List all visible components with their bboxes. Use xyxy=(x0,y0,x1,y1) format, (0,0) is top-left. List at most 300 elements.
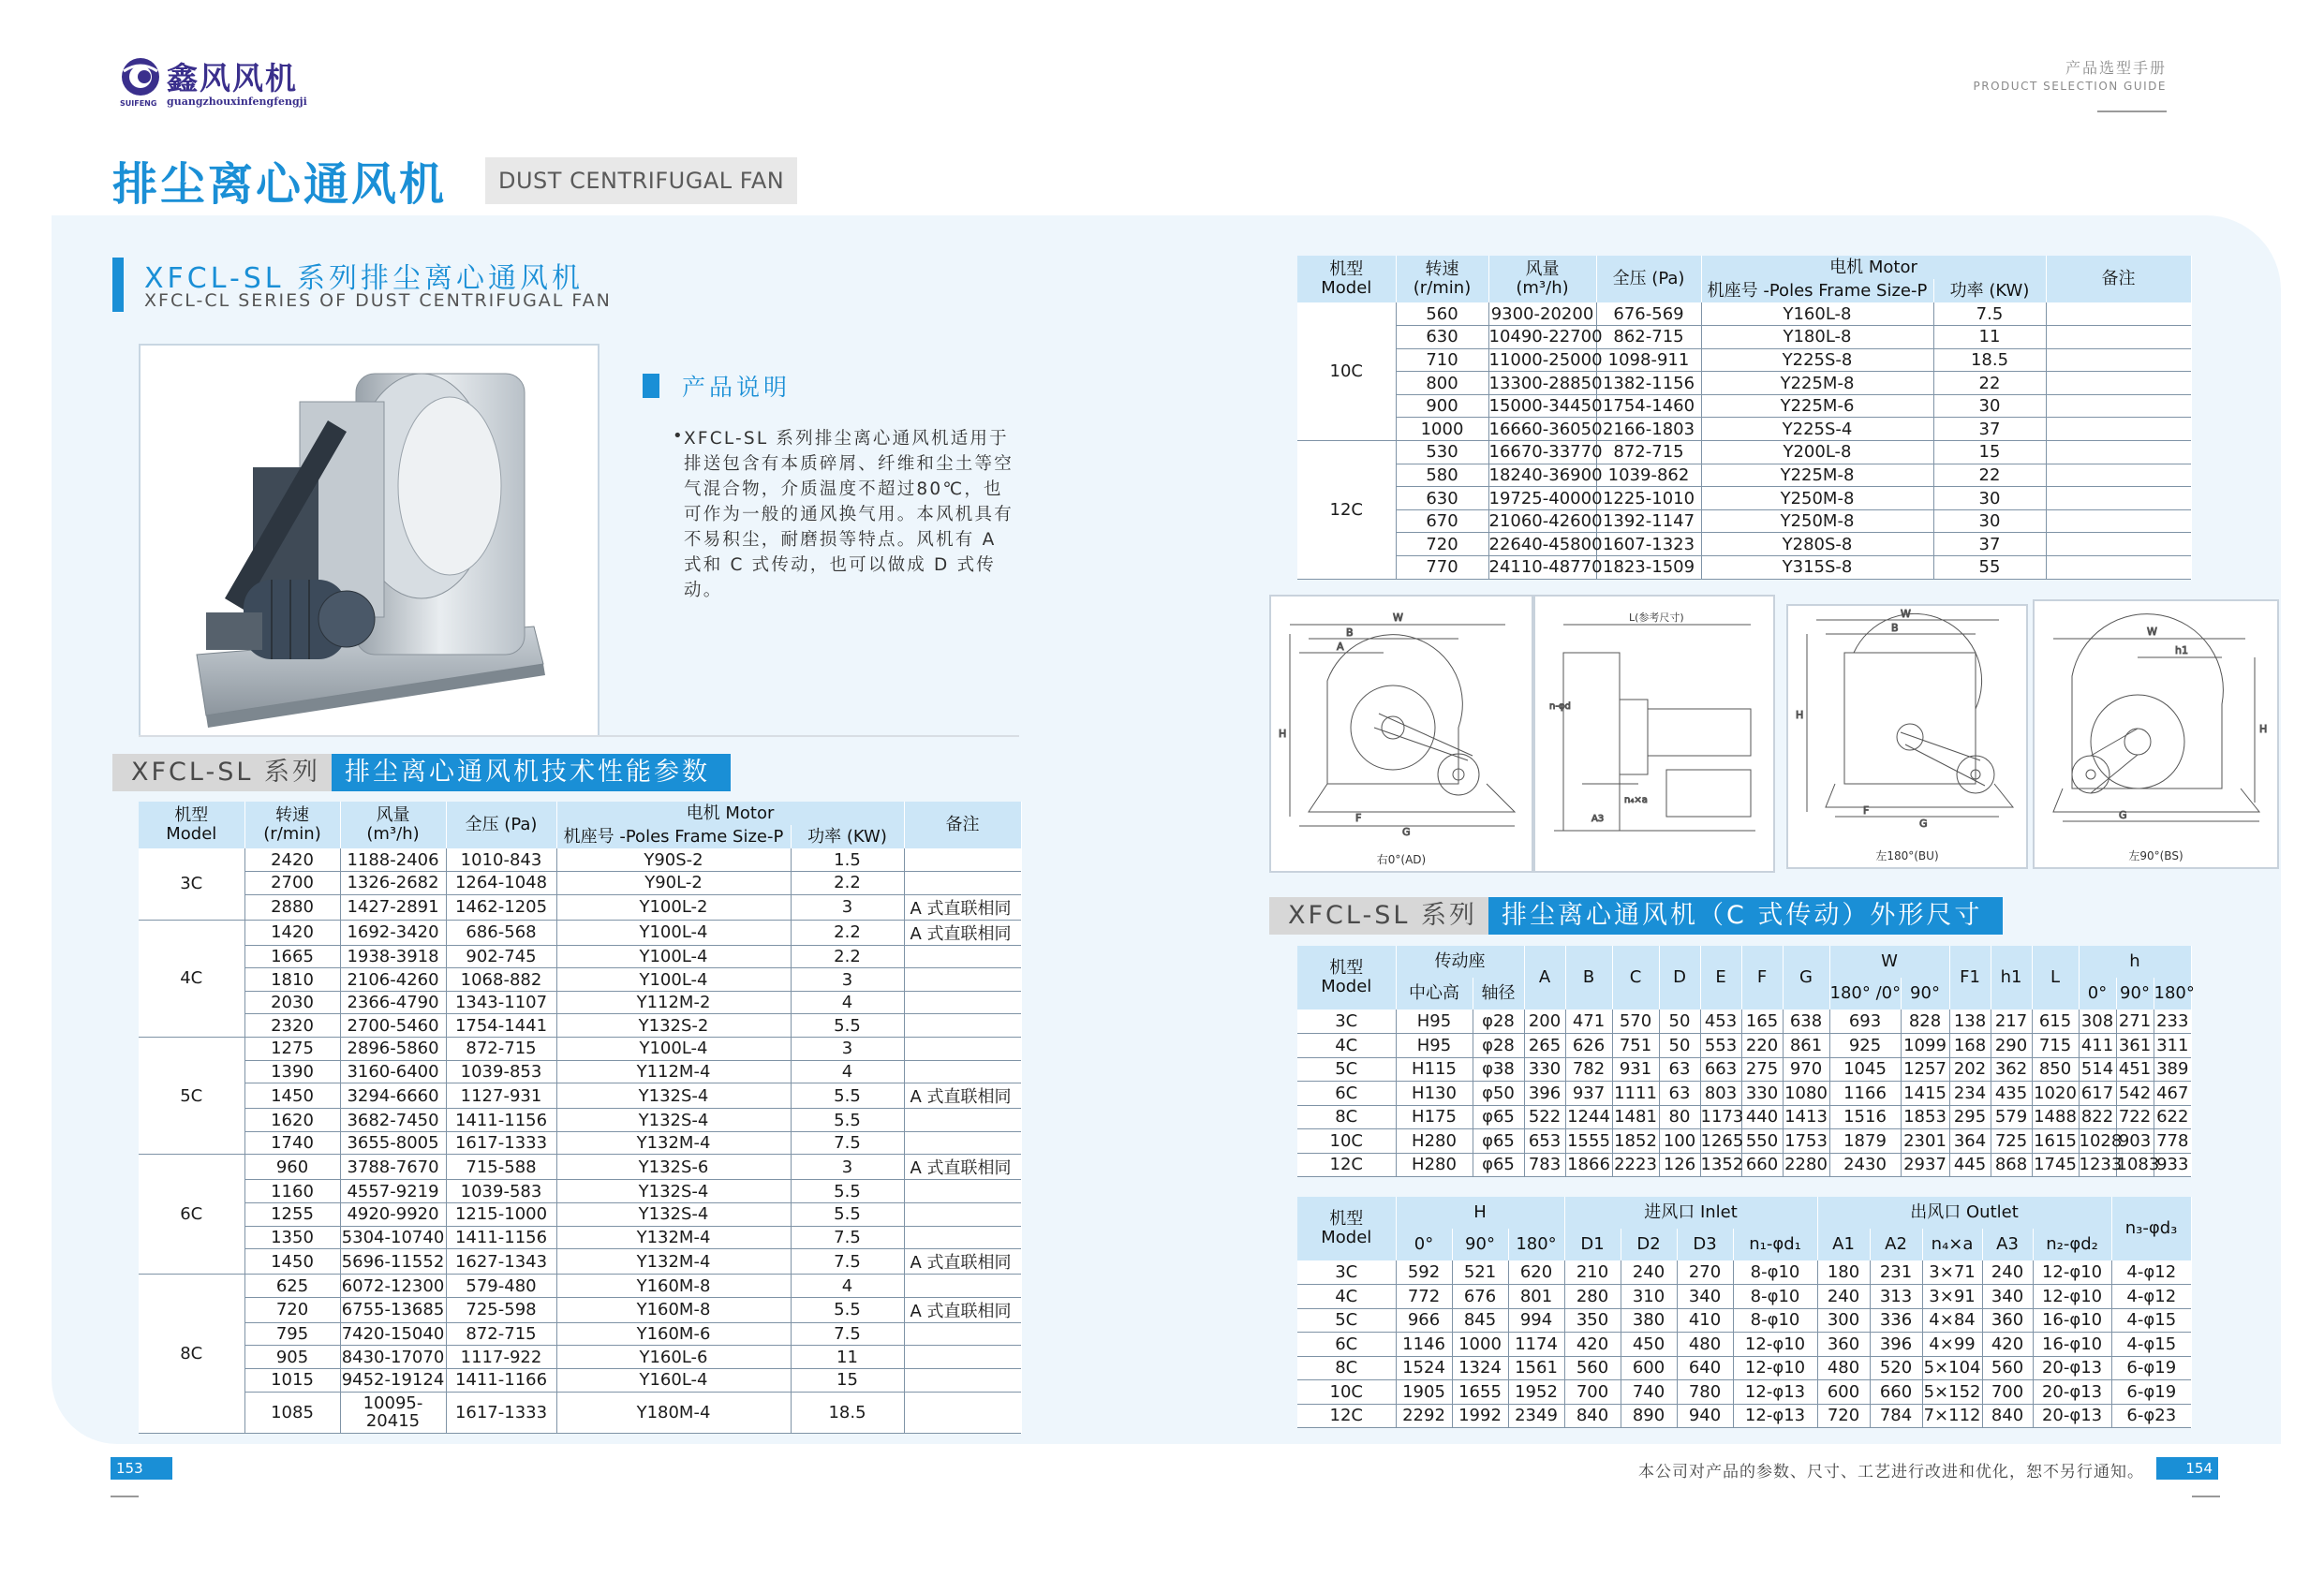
table-cell: 5.5 xyxy=(791,1203,904,1227)
table-cell: 1427-2891 xyxy=(340,894,446,920)
table-cell: 313 xyxy=(1870,1285,1922,1309)
table-cell: 12-φ10 xyxy=(2033,1260,2111,1285)
fan-drawing-icon xyxy=(1788,606,2026,851)
table-cell: 453 xyxy=(1700,1010,1741,1034)
table-cell: 50 xyxy=(1659,1010,1700,1034)
svg-text:B: B xyxy=(1891,622,1899,634)
table-cell: 1516 xyxy=(1829,1105,1901,1129)
table-cell xyxy=(904,968,1021,992)
table-row xyxy=(1297,1260,2191,1285)
table-cell: 15 xyxy=(791,1369,904,1393)
table-cell: 931 xyxy=(1612,1057,1659,1082)
col-A3: A3 xyxy=(1982,1229,2033,1260)
table-cell: 2349 xyxy=(1508,1404,1564,1428)
table-cell: 1127-931 xyxy=(446,1083,556,1109)
table-cell: 1233 xyxy=(2079,1153,2116,1177)
table-cell: 1099 xyxy=(1901,1034,1949,1058)
table-cell: φ65 xyxy=(1473,1153,1524,1177)
table-cell: 660 xyxy=(1870,1380,1922,1405)
table-cell: 1952 xyxy=(1508,1380,1564,1405)
table-cell: 16-φ10 xyxy=(2033,1308,2111,1333)
series-title: XFCL-SL 系列排尘离心通风机 xyxy=(144,262,585,295)
table-cell: 7.5 xyxy=(791,1249,904,1275)
table-cell: 4920-9920 xyxy=(340,1203,446,1227)
table-cell: Y315S-8 xyxy=(1701,556,1933,580)
table-cell: 311 xyxy=(2154,1034,2191,1058)
table-cell: 1524 xyxy=(1396,1356,1452,1380)
table-row xyxy=(139,1249,1021,1275)
col-base: 传动座 xyxy=(1396,946,1524,978)
table-cell xyxy=(2046,326,2191,349)
page-number-right: 154 xyxy=(2156,1457,2218,1480)
table-cell: 265 xyxy=(1524,1034,1565,1058)
table-row xyxy=(1297,1308,2191,1333)
table-cell: Y225M-8 xyxy=(1701,464,1933,487)
table-cell: 801 xyxy=(1508,1285,1564,1309)
table-row xyxy=(1297,1153,2191,1177)
table-cell: 1173 xyxy=(1700,1105,1741,1129)
guide-divider xyxy=(2097,111,2167,112)
table-cell: 1085 xyxy=(244,1392,340,1433)
table-cell: Y225M-6 xyxy=(1701,394,1933,418)
col-G: G xyxy=(1783,946,1829,1010)
table-cell: 240 xyxy=(1982,1260,2033,1285)
table-row xyxy=(139,1297,1021,1322)
table-cell xyxy=(2046,441,2191,464)
table-cell: 782 xyxy=(1565,1057,1612,1082)
table-cell: 570 xyxy=(1612,1010,1659,1034)
table-cell: 626 xyxy=(1565,1034,1612,1058)
model-cell: 8C xyxy=(1297,1105,1396,1129)
table-cell: 4×99 xyxy=(1922,1333,1982,1357)
table-cell: Y100L-4 xyxy=(556,968,791,992)
table-cell: 783 xyxy=(1524,1153,1565,1177)
col-model: 机型 Model xyxy=(1297,256,1396,302)
table-cell: 1015 xyxy=(244,1369,340,1393)
table-row xyxy=(139,945,1021,968)
brand-subtitle: guangzhouxinfengfengji xyxy=(167,96,307,108)
table-cell: 1039-583 xyxy=(446,1180,556,1203)
table-cell: 295 xyxy=(1949,1105,1991,1129)
table-cell: H95 xyxy=(1396,1010,1473,1034)
table-cell xyxy=(904,848,1021,872)
table-cell: 1028 xyxy=(2079,1129,2116,1154)
table-cell: 37 xyxy=(1933,418,2046,441)
table-cell: 553 xyxy=(1700,1034,1741,1058)
table-row xyxy=(1297,556,2191,580)
table-cell: Y112M-4 xyxy=(556,1060,791,1083)
table-cell: 11000-25000 xyxy=(1488,349,1603,370)
table-cell: 970 xyxy=(1783,1057,1829,1082)
col-h: h xyxy=(2079,946,2191,978)
table-cell xyxy=(904,1369,1021,1393)
table-cell: 1740 xyxy=(244,1131,340,1155)
table-row xyxy=(139,1275,1021,1298)
drawing-right-0 xyxy=(1269,595,1533,873)
svg-text:A3: A3 xyxy=(1591,814,1605,824)
table-cell: 8-φ10 xyxy=(1733,1285,1817,1309)
table-cell: 15 xyxy=(1933,441,2046,464)
model-cell: 4C xyxy=(1297,1034,1396,1058)
table-cell: Y132S-6 xyxy=(556,1155,791,1180)
table-cell: 1382-1156 xyxy=(1596,372,1701,395)
table-cell xyxy=(2046,509,2191,533)
table-cell: 2030 xyxy=(244,991,340,1014)
table-cell: 1655 xyxy=(1452,1380,1508,1405)
table-row xyxy=(1297,302,2191,326)
table-row xyxy=(1297,372,2191,395)
table-cell: 480 xyxy=(1677,1333,1733,1357)
table-cell: 872-715 xyxy=(446,1038,556,1061)
table-cell: 933 xyxy=(2154,1153,2191,1177)
table-cell: 330 xyxy=(1741,1082,1783,1106)
model-cell: 4C xyxy=(139,920,244,1037)
table-cell: 3655-8005 xyxy=(340,1131,446,1155)
table-cell: 710 xyxy=(1396,348,1488,372)
col-power: 功率 (KW) xyxy=(1933,279,2046,302)
performance-table-left xyxy=(139,802,1022,1434)
table-row xyxy=(139,1203,1021,1227)
table-cell: 3294-6660 xyxy=(340,1083,446,1109)
table-row xyxy=(1297,1285,2191,1309)
table-cell: 902-745 xyxy=(446,945,556,968)
table-cell: Y200L-8 xyxy=(1701,441,1933,464)
description-accent xyxy=(643,374,659,398)
table-cell: 1111 xyxy=(1612,1082,1659,1106)
table-cell: 5.5 xyxy=(791,1109,904,1132)
table-cell: Y225S-8 xyxy=(1701,348,1933,372)
table-cell: 1000 xyxy=(1396,418,1488,441)
table-cell: 840 xyxy=(1564,1404,1621,1428)
table-cell: 450 xyxy=(1621,1333,1677,1357)
fan-side-drawing-icon xyxy=(1535,597,1773,868)
col-W: W xyxy=(1829,946,1949,978)
table-cell: 1215-1000 xyxy=(446,1203,556,1227)
divider xyxy=(139,735,1019,737)
dimensions-banner-series: XFCL-SL 系列 xyxy=(1269,897,1488,935)
table-cell: 1.5 xyxy=(791,848,904,872)
page-title: 排尘离心通风机 xyxy=(112,158,448,211)
col-A1: A1 xyxy=(1817,1229,1870,1260)
table-cell xyxy=(904,1038,1021,1061)
table-cell: A 式直联相同 xyxy=(904,1155,1021,1180)
table-cell: 850 xyxy=(2032,1057,2079,1082)
table-cell: 340 xyxy=(1982,1285,2033,1309)
table-cell xyxy=(2046,487,2191,510)
table-cell: 1420 xyxy=(244,920,340,945)
table-cell: 872-715 xyxy=(446,1322,556,1346)
table-cell: 5.5 xyxy=(791,1297,904,1322)
table-cell: 6072-12300 xyxy=(341,1275,445,1296)
svg-text:A: A xyxy=(1337,641,1344,653)
table-cell: 24110-48770 xyxy=(1488,557,1603,578)
table-cell: 20-φ13 xyxy=(2033,1356,2111,1380)
table-cell: 350 xyxy=(1564,1308,1621,1333)
model-cell: 8C xyxy=(1297,1356,1396,1380)
table-cell xyxy=(2046,418,2191,441)
table-cell: 4×84 xyxy=(1922,1308,1982,1333)
table-cell: 872-715 xyxy=(1596,441,1701,464)
table-cell: Y180M-4 xyxy=(556,1392,791,1433)
model-cell: 6C xyxy=(139,1155,244,1275)
table-cell: 275 xyxy=(1741,1057,1783,1082)
table-cell: 615 xyxy=(2032,1010,2079,1034)
svg-text:F: F xyxy=(1863,804,1870,817)
brand-tiny: SUIFENG xyxy=(120,99,157,108)
table-cell: 6-φ19 xyxy=(2111,1356,2191,1380)
table-cell: 380 xyxy=(1621,1308,1677,1333)
table-cell: 1617-1333 xyxy=(446,1392,556,1433)
table-cell: 2366-4790 xyxy=(340,991,446,1014)
table-cell: 168 xyxy=(1949,1034,1991,1058)
table-cell: Y132S-4 xyxy=(556,1109,791,1132)
table-cell: 1146 xyxy=(1396,1333,1452,1357)
svg-text:G: G xyxy=(1402,826,1411,838)
col-frame: 机座号 -Poles Frame Size-P xyxy=(1701,279,1933,302)
table-row xyxy=(1297,326,2191,349)
table-cell: 1555 xyxy=(1565,1129,1612,1154)
table-cell: Y132S-4 xyxy=(556,1180,791,1203)
table-cell: 1415 xyxy=(1901,1082,1949,1106)
table-cell xyxy=(904,991,1021,1014)
col-flow: 风量 (m³/h) xyxy=(1488,256,1596,302)
table-cell: 300 xyxy=(1817,1308,1870,1333)
table-cell: 715-588 xyxy=(446,1155,556,1180)
drawing-label: L(参考尺寸) xyxy=(1629,612,1684,624)
table-cell: 233 xyxy=(2154,1010,2191,1034)
model-cell: 4C xyxy=(1297,1285,1396,1309)
table-cell: 2700 xyxy=(244,872,340,895)
col-w-90: 90° xyxy=(1901,978,1949,1010)
table-cell: 13300-28850 xyxy=(1488,373,1603,393)
performance-table-right xyxy=(1297,256,2192,580)
table-cell: 1450 xyxy=(244,1083,340,1109)
table-cell: 2.2 xyxy=(791,920,904,945)
table-cell: 720 xyxy=(1817,1404,1870,1428)
table-cell: 234 xyxy=(1949,1082,1991,1106)
table-cell: 579 xyxy=(1991,1105,2032,1129)
table-cell: 280 xyxy=(1564,1285,1621,1309)
table-cell: 4 xyxy=(791,991,904,1014)
table-cell: 1413 xyxy=(1783,1105,1829,1129)
table-cell: 1083 xyxy=(2116,1153,2154,1177)
table-cell: 310 xyxy=(1621,1285,1677,1309)
table-cell: 937 xyxy=(1565,1082,1612,1106)
page-title-en: DUST CENTRIFUGAL FAN xyxy=(485,157,797,204)
model-cell: 3C xyxy=(1297,1260,1396,1285)
col-H-90: 90° xyxy=(1452,1229,1508,1260)
table-row xyxy=(139,894,1021,920)
table-cell: 868 xyxy=(1991,1153,2032,1177)
table-cell: 2700-5460 xyxy=(340,1014,446,1038)
table-cell: 2430 xyxy=(1829,1153,1901,1177)
table-cell: 1561 xyxy=(1508,1356,1564,1380)
brand-name: 鑫风风机 xyxy=(167,60,298,96)
table-cell: 560 xyxy=(1982,1356,2033,1380)
table-cell: 925 xyxy=(1829,1034,1901,1058)
table-cell: 7.5 xyxy=(791,1131,904,1155)
table-cell: 751 xyxy=(1612,1034,1659,1058)
model-cell: 5C xyxy=(139,1038,244,1155)
table-cell: 480 xyxy=(1817,1356,1870,1380)
table-row xyxy=(1297,487,2191,510)
table-cell: 2.2 xyxy=(791,945,904,968)
table-cell: 862-715 xyxy=(1596,326,1701,349)
table-cell: 1462-1205 xyxy=(446,894,556,920)
table-row xyxy=(139,1392,1021,1433)
table-cell: 22 xyxy=(1933,464,2046,487)
model-cell: 3C xyxy=(1297,1010,1396,1034)
table-cell: Y250M-8 xyxy=(1701,509,1933,533)
table-cell: H280 xyxy=(1396,1153,1473,1177)
table-cell: 18.5 xyxy=(1933,348,2046,372)
table-cell: H280 xyxy=(1396,1129,1473,1154)
table-cell xyxy=(2046,556,2191,580)
table-cell: Y100L-2 xyxy=(556,894,791,920)
model-cell: 5C xyxy=(1297,1057,1396,1082)
model-cell: 10C xyxy=(1297,1129,1396,1154)
table-row xyxy=(139,920,1021,945)
table-cell: 5.5 xyxy=(791,1083,904,1109)
table-cell: 2280 xyxy=(1783,1153,1829,1177)
description-text: XFCL-SL 系列排尘离心通风机适用于排送包含有本质碎屑、纤维和尘土等空气混合物，介质温度不超过80℃，也可作为一般的通风换气用。本风机具有不易积尘，耐磨损等特点。风机有 A 式和 C 式传动，也可以做成 D 式传动。 xyxy=(684,429,1014,600)
table-cell: 6-φ19 xyxy=(2111,1380,2191,1405)
footer-note: 本公司对产品的参数、尺寸、工艺进行改进和优化，恕不另行通知。 xyxy=(1638,1463,2144,1481)
col-L: L xyxy=(2032,946,2079,1010)
col-frame: 机座号 -Poles Frame Size-P xyxy=(556,825,791,848)
table-cell: 19725-40000 xyxy=(1488,488,1603,508)
table-cell: 7.5 xyxy=(791,1322,904,1346)
table-cell: Y90L-2 xyxy=(556,872,791,895)
table-cell: 3682-7450 xyxy=(340,1109,446,1132)
table-cell: 1098-911 xyxy=(1596,348,1701,372)
col-note: 备注 xyxy=(904,802,1021,848)
table-cell xyxy=(2046,302,2191,326)
table-cell: 396 xyxy=(1524,1082,1565,1106)
model-cell: 12C xyxy=(1297,1153,1396,1177)
table-cell: 620 xyxy=(1508,1260,1564,1285)
svg-text:h1: h1 xyxy=(2175,644,2188,656)
svg-text:W: W xyxy=(1393,612,1403,624)
col-h1: h1 xyxy=(1991,946,2032,1010)
table-cell: 3 xyxy=(791,968,904,992)
table-cell: 1753 xyxy=(1783,1129,1829,1154)
table-cell: Y160M-6 xyxy=(556,1322,791,1346)
col-h-90: 90° xyxy=(2116,978,2154,1010)
col-speed: 转速 (r/min) xyxy=(1396,256,1488,302)
table-cell: φ28 xyxy=(1473,1010,1524,1034)
table-row xyxy=(1297,418,2191,441)
table-cell xyxy=(2046,372,2191,395)
table-cell: 22640-45800 xyxy=(1488,534,1603,554)
table-cell: 640 xyxy=(1677,1356,1733,1380)
table-cell: 12-φ13 xyxy=(1733,1404,1817,1428)
table-cell: 1392-1147 xyxy=(1596,509,1701,533)
drawing-left-90 xyxy=(2033,599,2279,869)
col-H-180: 180° xyxy=(1508,1229,1564,1260)
col-h-180: 180° xyxy=(2154,978,2191,1010)
col-pressure: 全压 (Pa) xyxy=(446,802,556,848)
col-model: 机型 Model xyxy=(1297,946,1396,1010)
svg-text:n-φd: n-φd xyxy=(1549,701,1571,712)
divider xyxy=(2192,1496,2220,1497)
table-row xyxy=(139,1180,1021,1203)
table-cell: 1754-1441 xyxy=(446,1014,556,1038)
table-row xyxy=(1297,1105,2191,1129)
col-n1: n₁-φd₁ xyxy=(1733,1229,1817,1260)
table-cell: 780 xyxy=(1677,1380,1733,1405)
table-cell: Y160M-8 xyxy=(556,1297,791,1322)
dimensions-banner xyxy=(1269,897,2003,935)
table-cell: 560 xyxy=(1564,1356,1621,1380)
table-cell: 770 xyxy=(1396,556,1488,580)
col-inlet: 进风口 Inlet xyxy=(1564,1197,1817,1229)
table-cell: 308 xyxy=(2079,1010,2116,1034)
table-cell: 2292 xyxy=(1396,1404,1452,1428)
table-cell: 271 xyxy=(2116,1010,2154,1034)
table-cell: 30 xyxy=(1933,509,2046,533)
table-cell: 5×152 xyxy=(1922,1380,1982,1405)
table-cell: 630 xyxy=(1396,326,1488,349)
table-cell: 1411-1156 xyxy=(446,1109,556,1132)
table-cell: 1166 xyxy=(1829,1082,1901,1106)
table-cell: 550 xyxy=(1741,1129,1783,1154)
table-cell: 217 xyxy=(1991,1010,2032,1034)
table-row xyxy=(1297,1010,2191,1034)
col-n3: n₃-φd₃ xyxy=(2111,1197,2191,1260)
description-heading: 产品说明 xyxy=(682,374,792,401)
table-cell: 80 xyxy=(1659,1105,1700,1129)
table-cell: 7420-15040 xyxy=(341,1324,445,1345)
table-cell: 3160-6400 xyxy=(340,1060,446,1083)
table-cell: 1411-1166 xyxy=(446,1369,556,1393)
table-cell: 6755-13685 xyxy=(340,1297,446,1322)
col-H-0: 0° xyxy=(1396,1229,1452,1260)
table-cell: 1390 xyxy=(244,1060,340,1083)
table-cell: 10490-22700 xyxy=(1488,327,1603,347)
table-cell: 11 xyxy=(791,1346,904,1369)
table-row xyxy=(139,1346,1021,1369)
table-cell: 670 xyxy=(1396,509,1488,533)
table-cell: 340 xyxy=(1677,1285,1733,1309)
table-cell: φ65 xyxy=(1473,1129,1524,1154)
table-row xyxy=(1297,533,2191,556)
table-cell xyxy=(904,1109,1021,1132)
table-cell: 663 xyxy=(1700,1057,1741,1082)
table-cell: 3×71 xyxy=(1922,1260,1982,1285)
table-cell: 1627-1343 xyxy=(446,1249,556,1275)
table-row xyxy=(139,848,1021,872)
product-photo xyxy=(139,344,600,737)
table-cell: 960 xyxy=(244,1155,340,1180)
table-row xyxy=(139,1155,1021,1180)
table-cell: 1000 xyxy=(1452,1333,1508,1357)
col-F: F xyxy=(1741,946,1783,1010)
table-row xyxy=(1297,509,2191,533)
table-cell: 100 xyxy=(1659,1129,1700,1154)
table-cell: 7×112 xyxy=(1922,1404,1982,1428)
table-cell: 270 xyxy=(1677,1260,1733,1285)
performance-banner-title: 排尘离心通风机技术性能参数 xyxy=(332,754,731,791)
table-cell: 1174 xyxy=(1508,1333,1564,1357)
table-cell: 20-φ13 xyxy=(2033,1380,2111,1405)
table-cell: 1411-1156 xyxy=(446,1226,556,1249)
table-cell: 21060-42600 xyxy=(1488,511,1603,532)
table-cell: 630 xyxy=(1396,487,1488,510)
table-cell: 22 xyxy=(1933,372,2046,395)
table-cell xyxy=(904,1131,1021,1155)
table-row xyxy=(1297,464,2191,487)
